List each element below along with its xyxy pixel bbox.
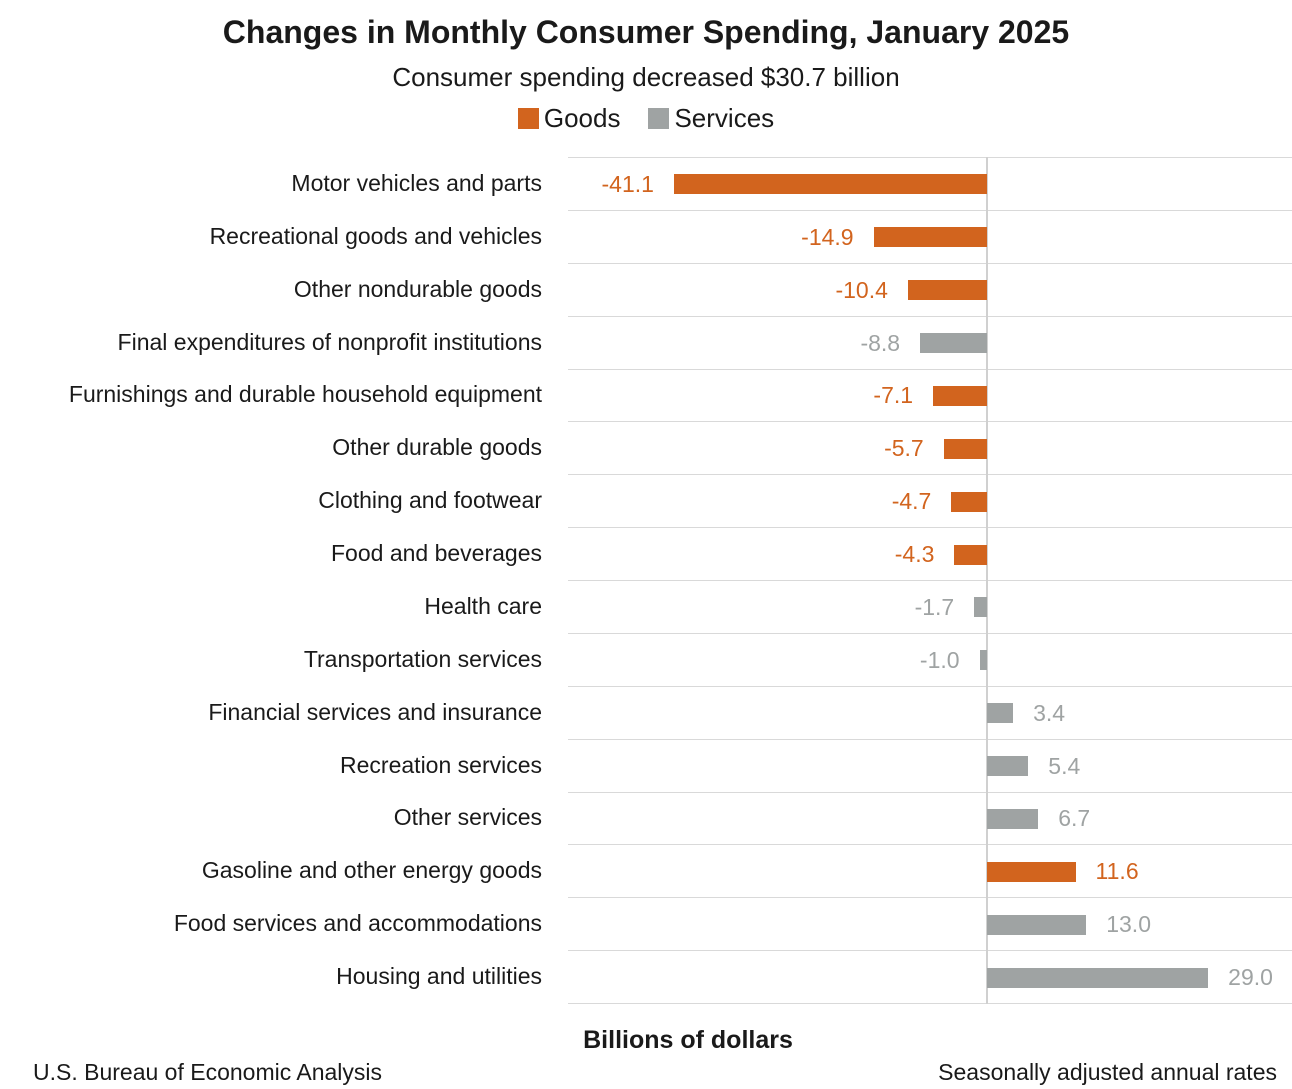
- chart-row: [0, 580, 1292, 633]
- bar-chart-plot-area: [0, 157, 1292, 1004]
- legend-item-services: [648, 103, 774, 134]
- category-label: Gasoline and other energy goods: [201, 857, 542, 884]
- chart-row: [0, 316, 1292, 369]
- chart-row: [0, 897, 1292, 950]
- category-label: Other services: [393, 804, 542, 831]
- x-axis-title: Billions of dollars: [583, 1026, 793, 1054]
- category-label: Other nondurable goods: [293, 275, 542, 302]
- bar-value-label: -1.7: [914, 593, 955, 620]
- bar-goods: [951, 492, 987, 512]
- category-label: Food and beverages: [331, 540, 542, 567]
- plot-cell: [568, 950, 1292, 1004]
- bar-value-label: 5.4: [1048, 752, 1081, 779]
- bar-value-label: -14.9: [801, 223, 854, 250]
- chart-subtitle: Consumer spending decreased $30.7 billion: [392, 62, 900, 92]
- chart-legend: [0, 102, 1292, 134]
- chart-row: [0, 527, 1292, 580]
- chart-row: [0, 792, 1292, 845]
- chart-row: [0, 686, 1292, 739]
- category-label: Clothing and footwear: [318, 487, 542, 514]
- chart-row: [0, 950, 1292, 1003]
- bar-services: [980, 650, 988, 670]
- plot-cell: [568, 263, 1292, 317]
- plot-cell: [568, 369, 1292, 423]
- bar-goods: [908, 280, 987, 300]
- chart-row: [0, 369, 1292, 422]
- bar-value-label: -41.1: [601, 170, 654, 197]
- legend-item-goods: [518, 103, 621, 134]
- bar-value-label: 29.0: [1228, 964, 1273, 991]
- plot-cell: [568, 421, 1292, 475]
- bar-goods: [987, 862, 1075, 882]
- category-label: Other durable goods: [332, 434, 542, 461]
- bar-value-label: 3.4: [1033, 699, 1066, 726]
- chart-row: [0, 157, 1292, 210]
- chart-row: [0, 210, 1292, 263]
- chart-row: [0, 844, 1292, 897]
- plot-cell: [568, 792, 1292, 846]
- bar-services: [920, 333, 987, 353]
- plot-cell: [568, 739, 1292, 793]
- bar-value-label: 11.6: [1095, 858, 1139, 885]
- bar-goods: [674, 174, 987, 194]
- bar-value-label: -7.1: [873, 382, 914, 409]
- plot-cell: [568, 157, 1292, 211]
- bar-services: [987, 756, 1028, 776]
- category-label: Motor vehicles and parts: [291, 169, 542, 196]
- category-label: Food services and accommodations: [173, 910, 542, 937]
- category-label: Final expenditures of nonprofit institutions: [117, 328, 542, 355]
- bar-value-label: -10.4: [835, 276, 888, 303]
- plot-cell: [568, 844, 1292, 898]
- legend-swatch-icon: [648, 108, 669, 129]
- legend-label: Goods: [543, 102, 621, 133]
- plot-cell: [568, 633, 1292, 687]
- bar-goods: [874, 227, 988, 247]
- chart-row: [0, 739, 1292, 792]
- plot-cell: [568, 897, 1292, 951]
- bar-value-label: -5.7: [884, 435, 924, 462]
- category-label: Transportation services: [303, 645, 542, 672]
- plot-cell: [568, 580, 1292, 634]
- bar-services: [987, 703, 1013, 723]
- bar-value-label: -4.7: [891, 488, 932, 515]
- bar-services: [987, 968, 1208, 988]
- bar-services: [987, 809, 1038, 829]
- source-attribution: U.S. Bureau of Economic Analysis: [33, 1059, 382, 1085]
- chart-row: [0, 474, 1292, 527]
- chart-row: [0, 633, 1292, 686]
- plot-cell: [568, 316, 1292, 370]
- category-label: Recreational goods and vehicles: [209, 222, 542, 249]
- plot-cell: [568, 686, 1292, 740]
- bar-services: [974, 597, 987, 617]
- adjustment-note: Seasonally adjusted annual rates: [938, 1059, 1277, 1085]
- bar-goods: [933, 386, 987, 406]
- chart-row: [0, 421, 1292, 474]
- plot-cell: [568, 210, 1292, 264]
- bar-goods: [954, 545, 987, 565]
- legend-swatch-icon: [518, 108, 539, 129]
- chart-title: Changes in Monthly Consumer Spending, January 2025: [222, 14, 1070, 50]
- bar-value-label: 13.0: [1106, 911, 1151, 938]
- category-label: Recreation services: [340, 751, 542, 778]
- legend-label: Services: [674, 102, 775, 133]
- category-label: Furnishings and durable household equipment: [68, 381, 542, 408]
- chart-row: [0, 263, 1292, 316]
- bar-goods: [944, 439, 987, 459]
- plot-cell: [568, 474, 1292, 528]
- bar-value-label: -8.8: [860, 329, 901, 356]
- category-label: Health care: [424, 592, 542, 619]
- bar-value-label: 6.7: [1058, 805, 1091, 832]
- category-label: Financial services and insurance: [208, 698, 542, 725]
- category-label: Housing and utilities: [336, 963, 542, 990]
- bar-value-label: -4.3: [894, 541, 935, 568]
- bar-services: [987, 915, 1086, 935]
- plot-cell: [568, 527, 1292, 581]
- bar-value-label: -1.0: [919, 646, 960, 673]
